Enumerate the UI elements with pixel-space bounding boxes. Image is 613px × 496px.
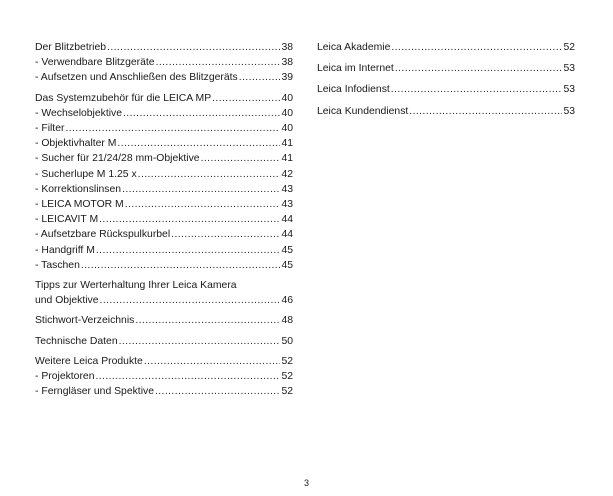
toc-entry-label: Leica im Internet	[317, 63, 394, 75]
toc-page-number: 38	[281, 42, 293, 53]
toc-entry-label: - Verwendbare Blitzgeräte	[35, 57, 155, 69]
toc-subentry	[35, 369, 293, 384]
dot-leader	[239, 70, 281, 85]
toc-subentry	[35, 136, 293, 151]
dot-leader	[65, 121, 280, 136]
page-number: 3	[303, 478, 309, 488]
toc-page-number: 43	[281, 183, 293, 195]
toc-entry	[317, 82, 575, 97]
dot-leader	[119, 334, 281, 349]
dot-leader	[201, 151, 281, 166]
toc-page-number: 40	[281, 92, 293, 104]
toc-page-number: 40	[281, 107, 293, 119]
toc-subentry	[35, 227, 293, 242]
dot-leader	[395, 61, 563, 76]
toc-page-number: 53	[563, 63, 575, 75]
dot-leader	[117, 136, 280, 151]
toc-subentry	[35, 384, 293, 399]
toc-page-number: 48	[281, 315, 293, 327]
toc-subentry	[35, 197, 293, 212]
toc-page-number: 52	[563, 42, 575, 53]
dot-leader	[123, 106, 280, 121]
toc-page-number: 42	[281, 168, 293, 180]
toc-entry-label: - Projektoren	[35, 371, 95, 383]
toc-subentry	[35, 121, 293, 136]
toc-entry-label: und Objektive	[35, 295, 99, 307]
toc-entry-label: - Handgriff M	[35, 244, 95, 256]
toc-entry-continuation	[35, 293, 293, 308]
toc-page-number: 45	[281, 244, 293, 256]
toc-page-number: 41	[281, 138, 293, 150]
toc-entry-label: Das Systemzubehör für die LEICA MP	[35, 92, 212, 104]
dot-leader	[81, 258, 281, 273]
toc-page-number: 53	[563, 105, 575, 117]
dot-leader	[107, 40, 280, 55]
toc-entry-label: - Objektivhalter M	[35, 138, 117, 150]
dot-leader	[171, 227, 280, 242]
toc-entry-label: Weitere Leica Produkte	[35, 355, 143, 367]
dot-leader	[95, 369, 280, 384]
toc-subentry	[35, 182, 293, 197]
toc-page-number: 44	[281, 214, 293, 226]
toc-entry-label: - Wechselobjektive	[35, 107, 123, 119]
toc-page-number: 50	[281, 335, 293, 347]
toc-entry	[35, 40, 293, 55]
toc-entry	[317, 40, 575, 55]
dot-leader	[99, 212, 280, 227]
toc-page-number: 45	[281, 259, 293, 271]
toc-entry-label: - Filter	[35, 123, 65, 135]
dot-leader	[122, 182, 280, 197]
toc-entry-label: - Taschen	[35, 259, 80, 271]
toc-entry-label: - LEICA MOTOR M	[35, 199, 124, 211]
dot-leader	[391, 82, 563, 97]
toc-subentry	[35, 70, 293, 85]
toc-entry-label: - Sucher für 21/24/28 mm-Objektive	[35, 153, 200, 165]
toc-entry	[317, 104, 575, 119]
toc-entry-label: Leica Kundendienst	[317, 105, 409, 117]
dot-leader	[96, 243, 281, 258]
toc-page-number: 43	[281, 199, 293, 211]
toc-entry-label: - Aufsetzbare Rückspulkurbel	[35, 229, 171, 241]
toc-entry	[35, 334, 293, 349]
dot-leader	[144, 354, 281, 369]
toc-subentry	[35, 55, 293, 70]
toc-left-column	[35, 40, 293, 399]
toc-subentry	[35, 258, 293, 273]
toc-entry-label: - Korrektionslinsen	[35, 183, 122, 195]
toc-subentry	[35, 106, 293, 121]
toc-page-number: 53	[563, 84, 575, 96]
toc-page-number: 52	[281, 355, 293, 367]
dot-leader	[138, 167, 281, 182]
toc-page-number: 39	[281, 72, 293, 84]
toc-page-number: 52	[281, 371, 293, 383]
toc-entry-label: - LEICAVIT M	[35, 214, 99, 226]
toc-entry	[35, 313, 293, 328]
toc-entry-label: Leica Akademie	[317, 42, 391, 53]
toc-page-number: 41	[281, 153, 293, 165]
toc-subentry	[35, 151, 293, 166]
toc-entry	[35, 354, 293, 369]
toc-page-number: 44	[281, 229, 293, 241]
dot-leader	[135, 313, 280, 328]
toc-page-number: 38	[281, 57, 293, 69]
toc-entry	[35, 91, 293, 106]
toc-entry	[317, 61, 575, 76]
toc-entry-label: Stichwort-Verzeichnis	[35, 315, 135, 327]
toc-page-number: 52	[281, 386, 293, 398]
toc-entry-label: Der Blitzbetrieb	[35, 42, 107, 53]
dot-leader	[409, 104, 562, 119]
dot-leader	[155, 384, 280, 399]
dot-leader	[212, 91, 280, 106]
toc-entry-label: Technische Daten	[35, 335, 118, 347]
toc-page-number: 40	[281, 123, 293, 135]
dot-leader	[391, 40, 562, 55]
toc-entry-label: Tipps zur Werterhaltung Ihrer Leica Kamera	[35, 280, 237, 292]
dot-leader	[100, 293, 281, 308]
toc-subentry	[35, 212, 293, 227]
dot-leader	[156, 55, 281, 70]
toc-entry-label: Leica Infodienst	[317, 84, 390, 96]
toc-entry-label: - Aufsetzen und Anschließen des Blitzgeräts	[35, 72, 238, 84]
dot-leader	[125, 197, 281, 212]
toc-right-column	[317, 40, 575, 119]
toc-entry-label: - Sucherlupe M 1.25 x	[35, 168, 137, 180]
toc-entry-label: - Ferngläser und Spektive	[35, 386, 154, 398]
toc-entry	[35, 278, 293, 308]
toc-subentry	[35, 167, 293, 182]
toc-page-number: 46	[281, 295, 293, 307]
toc-subentry	[35, 243, 293, 258]
